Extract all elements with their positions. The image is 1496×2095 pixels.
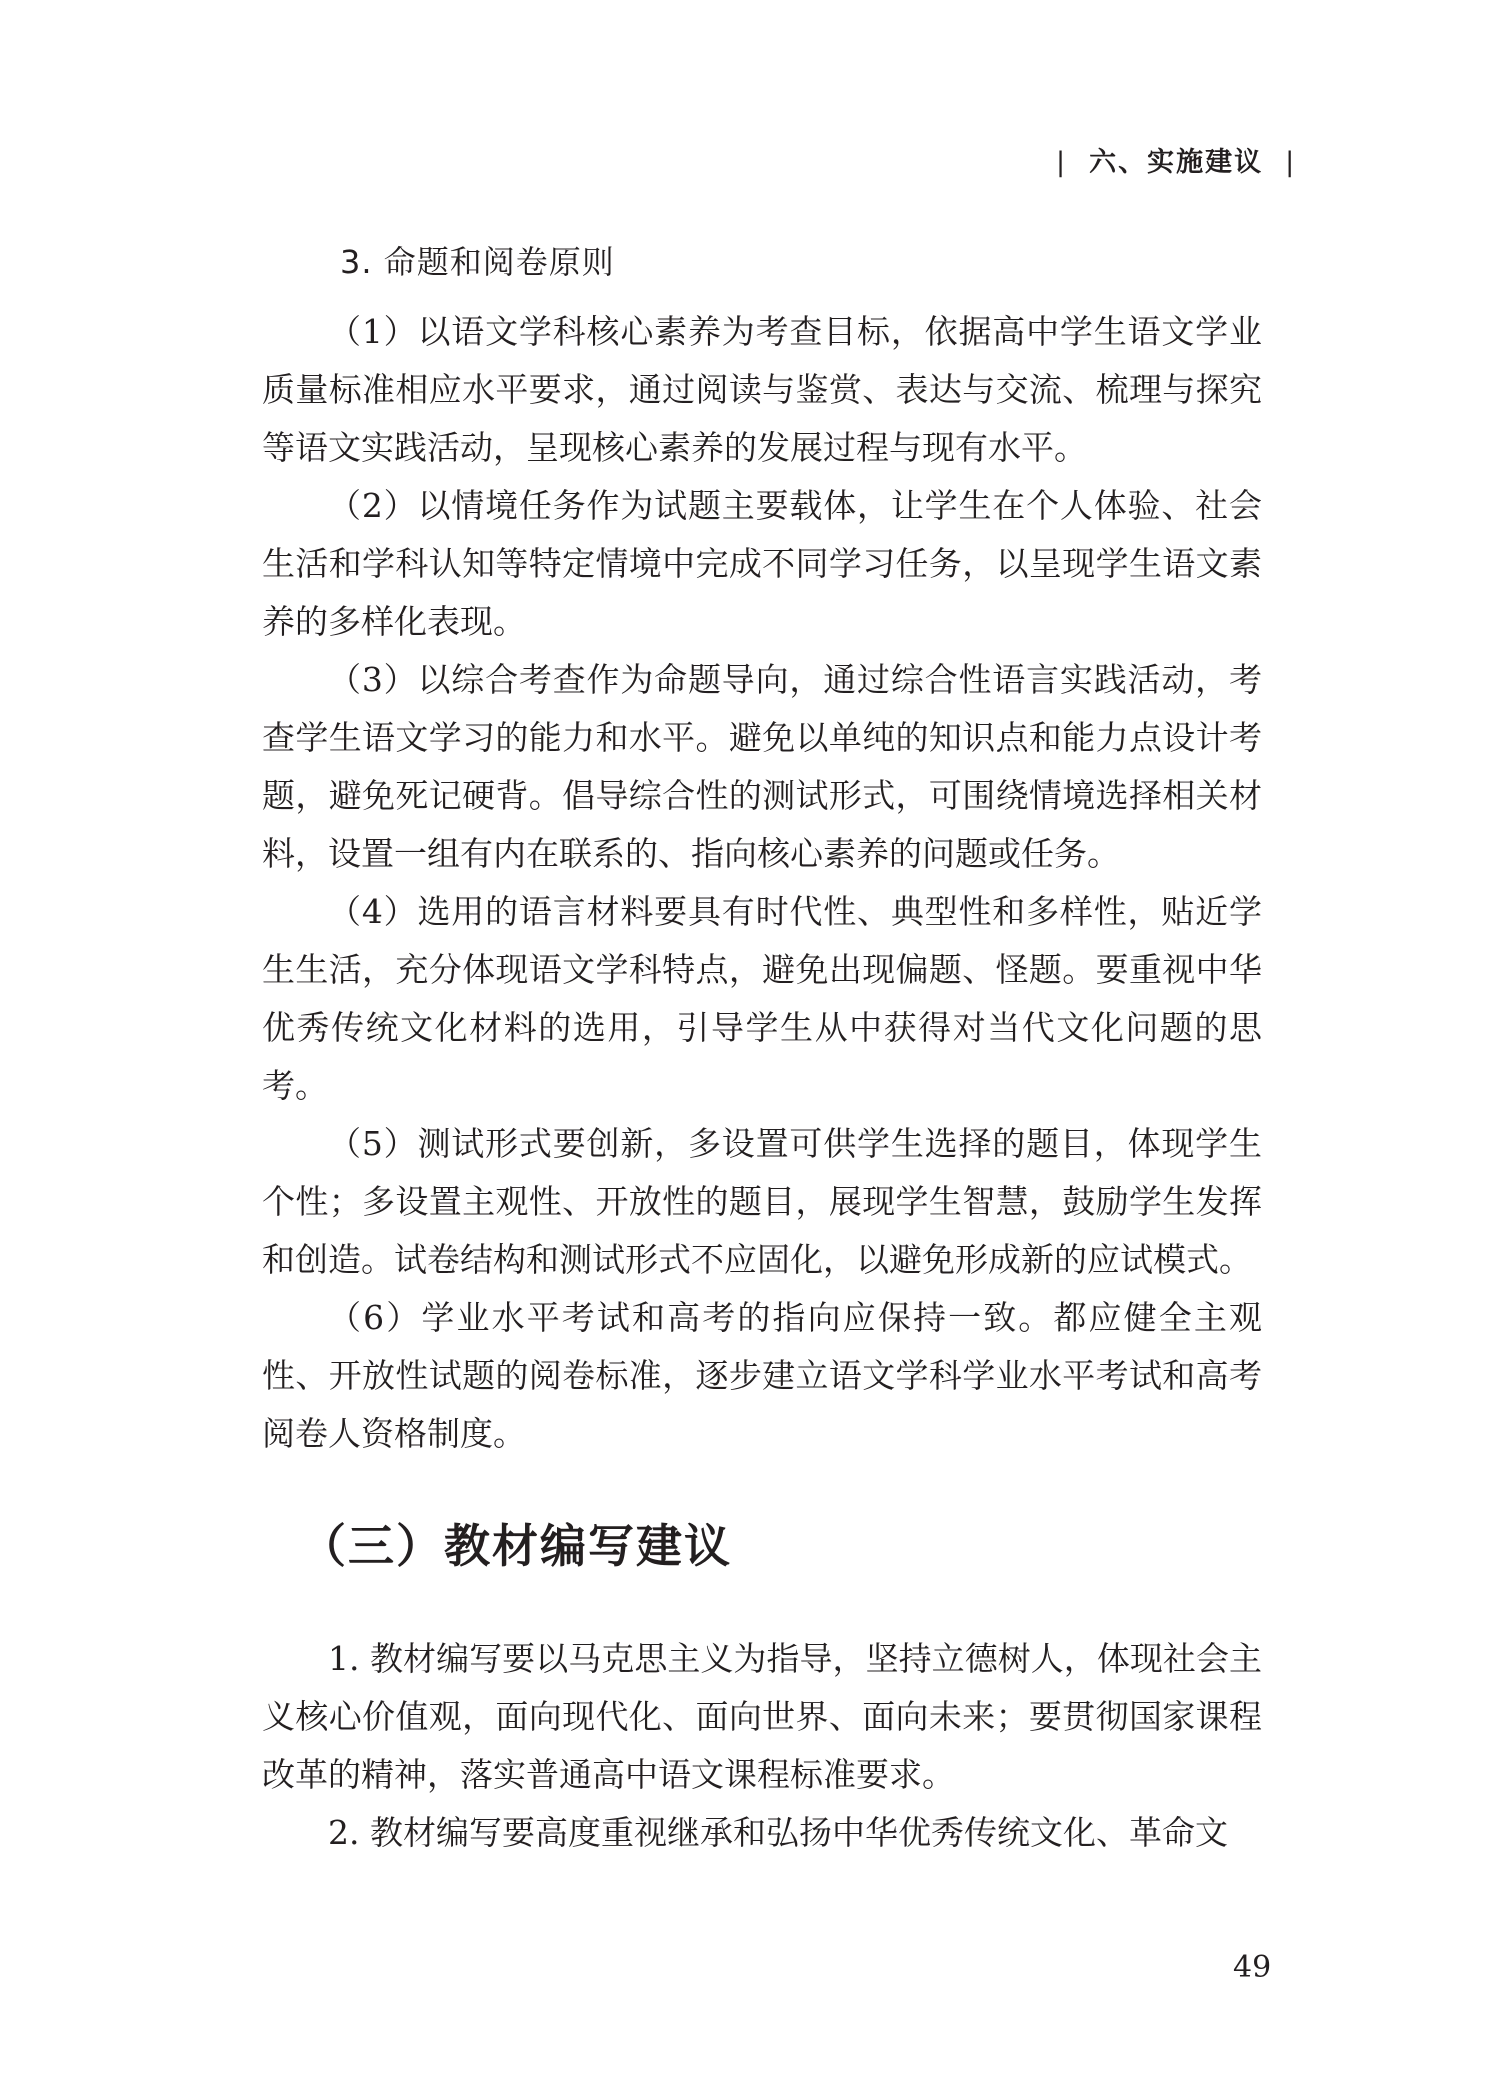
principle-paragraph: （2）以情境任务作为试题主要载体，让学生在个人体验、社会生活和学科认知等特定情境中完成不同学习任务，以呈现学生语文素养的多样化表现。	[262, 486, 1262, 641]
principle-paragraph: （3）以综合考查作为命题导向，通过综合性语言实践活动，考查学生语文学习的能力和水平。避免以单纯的知识点和能力点设计考题，避免死记硬背。倡导综合性的测试形式，可围绕情境选择相关材料，设置一组有内在联系的、指向核心素养的问题或任务。	[262, 660, 1262, 873]
page-number: 49	[1233, 1950, 1272, 1985]
running-header	[1034, 140, 1318, 179]
textbook-paragraph: 1. 教材编写要以马克思主义为指导，坚持立德树人，体现社会主义核心价值观，面向现代化、面向世界、面向未来；要贯彻国家课程改革的精神，落实普通高中语文课程标准要求。	[262, 1639, 1262, 1794]
principle-paragraph: （4）选用的语言材料要具有时代性、典型性和多样性，贴近学生生活，充分体现语文学科特点，避免出现偏题、怪题。要重视中华优秀传统文化材料的选用，引导学生从中获得对当代文化问题的思考。	[262, 892, 1262, 1105]
header-divider: |	[1285, 147, 1297, 178]
principles-list	[262, 303, 1262, 1463]
principle-paragraph: （1）以语文学科核心素养为考查目标，依据高中学生语文学业质量标准相应水平要求，通过阅读与鉴赏、表达与交流、梳理与探究等语文实践活动，呈现核心素养的发展过程与现有水平。	[262, 312, 1262, 467]
principle-paragraph: （6）学业水平考试和高考的指向应保持一致。都应健全主观性、开放性试题的阅卷标准，逐步建立语文学科学业水平考试和高考阅卷人资格制度。	[262, 1298, 1262, 1453]
section-running-title: 六、实施建议	[1089, 147, 1264, 178]
principle-paragraph: （5）测试形式要创新，多设置可供学生选择的题目，体现学生个性；多设置主观性、开放性的题目，展现学生智慧，鼓励学生发挥和创造。试卷结构和测试形式不应固化，以避免形成新的应试模式。	[262, 1124, 1262, 1279]
header-divider: |	[1056, 147, 1068, 178]
section-title: （三）教材编写建议	[300, 1519, 732, 1573]
subsection-title: 3. 命题和阅卷原则	[340, 243, 615, 281]
textbook-items-list	[262, 1630, 1262, 1862]
textbook-paragraph: 2. 教材编写要高度重视继承和弘扬中华优秀传统文化、革命文	[328, 1813, 1228, 1852]
